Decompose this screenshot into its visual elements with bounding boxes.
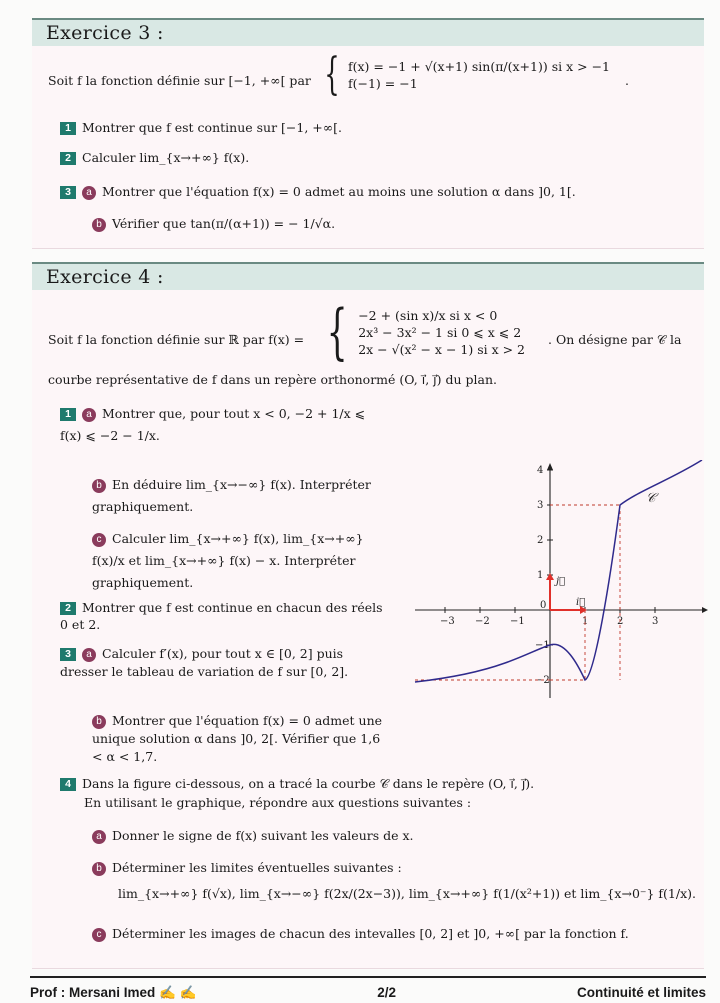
left-brace: { [324, 49, 340, 100]
y-tick-label: 3 [537, 500, 544, 511]
question-number-badge: 1 [60, 122, 76, 135]
ex4-question-1c: c Calculer lim_{x→+∞} f(x), lim_{x→+∞} f(x)/x et lim_{x→+∞} f(x) − x. Interpréter graphiquement. [92, 531, 364, 590]
curve-graph [410, 460, 710, 705]
footer-page-number: 2/2 [377, 985, 397, 1000]
ex4-question-4b-limits: lim_{x→+∞} f(√x), lim_{x→−∞} f(2x/(2x−3)), lim_{x→+∞} f(1/(x²+1)) et lim_{x→0⁻} f(1/x). [118, 886, 696, 901]
ex4-question-4-line2: En utilisant le graphique, répondre aux questions suivantes : [84, 795, 472, 810]
origin-label: 0 [540, 600, 547, 611]
x-tick-label: −3 [440, 616, 455, 627]
x-tick-label: 1 [582, 616, 589, 627]
subquestion-letter-badge: c [92, 928, 106, 942]
exercise-3-header [32, 18, 704, 46]
i-vector-label: i⃗ [576, 597, 586, 608]
ex3-question-1: 1 Montrer que f est continue sur [−1, +∞[. [60, 120, 342, 136]
question-number-badge: 3 [60, 648, 76, 661]
curve-c [415, 460, 702, 682]
x-tick-label: 2 [617, 616, 624, 627]
ex4-question-4: 4 Dans la figure ci-dessous, on a tracé la courbe 𝒞 dans le repère (O, i⃗, j⃗). [60, 776, 534, 792]
left-brace: { [326, 297, 348, 367]
subquestion-letter-badge: b [92, 862, 106, 876]
footer-chapter-title: Continuité et limites [576, 985, 706, 1000]
ex4-case-1: −2 + (sin x)/x si x < 0 [358, 307, 498, 323]
subquestion-letter-badge: b [92, 218, 106, 232]
subquestion-letter-badge: a [82, 186, 96, 200]
ex3-intro: Soit f la fonction définie sur [−1, +∞[ par [48, 73, 311, 88]
ex4-question-4b: b Déterminer les limites éventuelles suivantes : [92, 860, 402, 876]
ex3-definition-cases [318, 49, 610, 100]
exercise-4-header [32, 262, 704, 290]
subquestion-letter-badge: a [92, 830, 106, 844]
page-footer [30, 976, 706, 1001]
ex4-case-3: 2x − √(x² − x − 1) si x > 2 [358, 341, 526, 357]
y-tick-label: 4 [537, 465, 544, 476]
x-tick-label: 3 [652, 616, 659, 627]
ex3-question-3b: b Vérifier que tan(π/(α+1)) = − 1/√α. [92, 216, 335, 232]
subquestion-letter-badge: b [92, 479, 106, 493]
ex4-question-2: 2 Montrer que f est continue en chacun des réels 0 et 2. [60, 600, 383, 632]
exercise-3-title: Exercice 3 : [46, 22, 164, 44]
unit-vectors [546, 573, 587, 614]
question-number-badge: 2 [60, 152, 76, 165]
exercise-4-title: Exercice 4 : [46, 266, 164, 288]
subquestion-letter-badge: b [92, 715, 106, 729]
ex3-question-2: 2 Calculer lim_{x→+∞} f(x). [60, 150, 249, 166]
ex4-question-4c: c Déterminer les images de chacun des intevalles [0, 2] et ]0, +∞[ par la fonction f. [92, 926, 629, 942]
ex4-intro-line2: courbe représentative de f dans un repère orthonormé (O, i⃗, j⃗) du plan. [48, 372, 497, 387]
question-number-badge: 3 [60, 186, 76, 199]
graph-guide-lines [415, 505, 620, 680]
ex3-case-2: f(−1) = −1 [348, 76, 418, 91]
y-tick-label: 1 [537, 570, 544, 581]
ex4-intro-continued: . On désigne par 𝒞 la [548, 332, 682, 347]
ex4-question-3b: b Montrer que l'équation f(x) = 0 admet une unique solution α dans ]0, 2[. Vérifier que 1,6 < α < 1,7. [92, 713, 383, 764]
ex4-definition-cases [318, 297, 526, 367]
j-vector-label: j⃗ [556, 576, 566, 587]
ex4-question-1b: b En déduire lim_{x→−∞} f(x). Interpréter graphiquement. [92, 477, 371, 514]
footer-author: Prof : Mersani Imed ✍ ✍ [30, 985, 197, 1000]
question-number-badge: 4 [60, 778, 76, 791]
ex4-question-1a: 1 a Montrer que, pour tout x < 0, −2 + 1/x ⩽ f(x) ⩽ −2 − 1/x. [60, 406, 366, 443]
ex4-case-2: 2x³ − 3x² − 1 si 0 ⩽ x ⩽ 2 [358, 324, 522, 340]
ex4-question-3a: 3 a Calculer f′(x), pour tout x ∈ [0, 2] puis dresser le tableau de variation de f sur [0, 2]. [60, 646, 349, 679]
subquestion-letter-badge: a [82, 408, 96, 422]
ex3-case-1: f(x) = −1 + √(x+1) sin(π/(x+1)) si x > −1 [348, 59, 610, 74]
subquestion-letter-badge: a [82, 648, 96, 662]
ex4-intro: Soit f la fonction définie sur ℝ par f(x) = [48, 332, 305, 347]
question-number-badge: 1 [60, 408, 76, 421]
question-number-badge: 2 [60, 602, 76, 615]
y-tick-label: −2 [535, 675, 550, 686]
subquestion-letter-badge: c [92, 533, 106, 547]
ex3-question-3a: 3 a Montrer que l'équation f(x) = 0 admet au moins une solution α dans ]0, 1[. [60, 184, 576, 200]
x-tick-label: −2 [475, 616, 490, 627]
y-tick-label: 2 [537, 535, 544, 546]
curve-label: 𝒞 [646, 491, 656, 506]
ex3-intro-end: . [625, 73, 629, 88]
ex4-question-4a: a Donner le signe de f(x) suivant les valeurs de x. [92, 828, 414, 844]
y-tick-label: −1 [535, 640, 550, 651]
x-tick-label: −1 [510, 616, 525, 627]
